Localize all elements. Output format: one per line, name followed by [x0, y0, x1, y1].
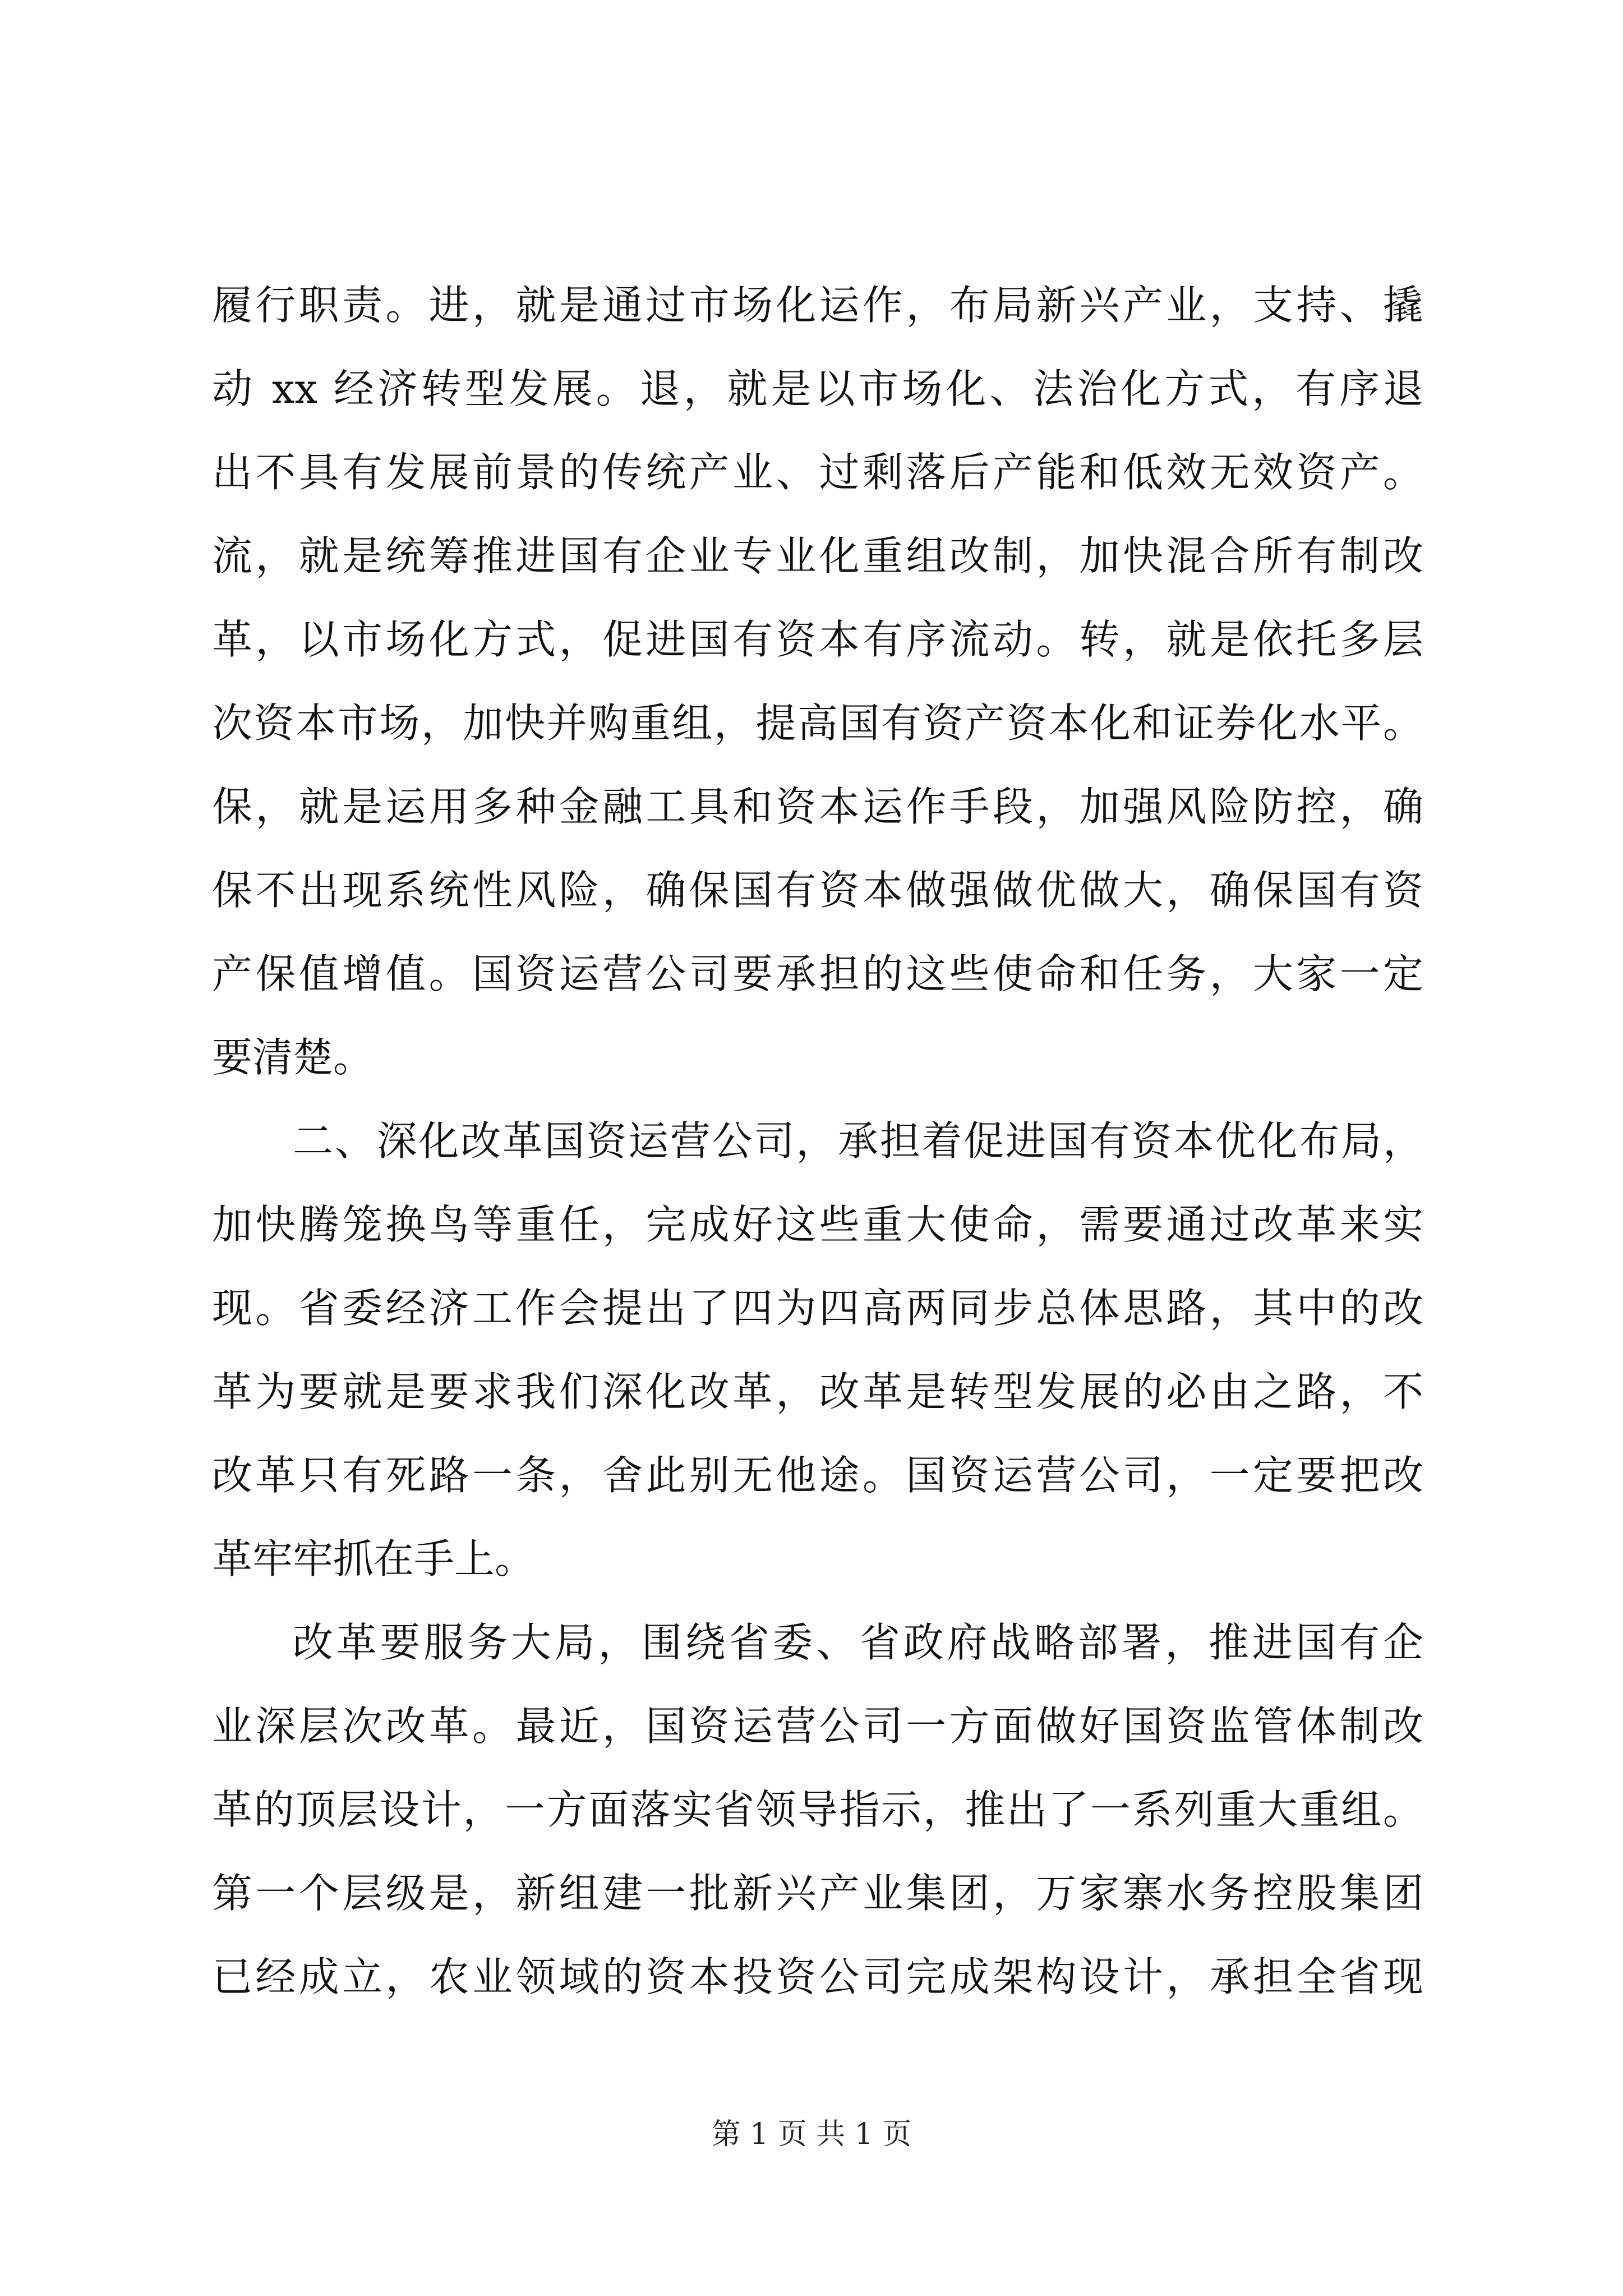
document-body — [212, 264, 1423, 2019]
text-line: 履行职责。进，就是通过市场化运作，布局新兴产业，支持、撬 — [212, 282, 1423, 329]
text-line: 保，就是运用多种金融工具和资本运作手段，加强风险防控，确 — [212, 783, 1423, 830]
text-line: 动 xx 经济转型发展。退，就是以市场化、法治化方式，有序退 — [212, 365, 1423, 412]
text-line: 产保值增值。国资运营公司要承担的这些使命和任务，大家一定 — [212, 950, 1423, 997]
text-line: 革的顶层设计，一方面落实省领导指示，推出了一系列重大重组。 — [212, 1786, 1423, 1833]
text-line: 要清楚。 — [212, 1034, 374, 1081]
text-line: 流，就是统筹推进国有企业专业化重组改制，加快混合所有制改 — [212, 532, 1423, 579]
text-line: 改革只有死路一条，舍此别无他途。国资运营公司，一定要把改 — [212, 1452, 1423, 1499]
paragraph-start-line: 改革要服务大局，围绕省委、省政府战略部署，推进国有企 — [293, 1619, 1423, 1666]
text-line: 业深层次改革。最近，国资运营公司一方面做好国资监管体制改 — [212, 1703, 1423, 1750]
text-line: 第一个层级是，新组建一批新兴产业集团，万家寨水务控股集团 — [212, 1870, 1423, 1917]
text-line: 出不具有发展前景的传统产业、过剩落后产能和低效无效资产。 — [212, 449, 1423, 496]
text-line: 革，以市场化方式，促进国有资本有序流动。转，就是依托多层 — [212, 616, 1423, 663]
page-footer: 第 1 页 共 1 页 — [711, 2118, 912, 2151]
text-line: 已经成立，农业领域的资本投资公司完成架构设计，承担全省现 — [212, 1953, 1423, 2000]
text-line: 加快腾笼换鸟等重任，完成好这些重大使命，需要通过改革来实 — [212, 1201, 1423, 1248]
paragraph-start-line: 二、深化改革国资运营公司，承担着促进国有资本优化布局， — [293, 1117, 1423, 1165]
text-line: 革为要就是要求我们深化改革，改革是转型发展的必由之路，不 — [212, 1368, 1423, 1415]
text-line: 现。省委经济工作会提出了四为四高两同步总体思路，其中的改 — [212, 1285, 1423, 1332]
text-line: 革牢牢抓在手上。 — [212, 1535, 536, 1582]
text-line: 次资本市场，加快并购重组，提高国有资产资本化和证券化水平。 — [212, 700, 1423, 747]
text-line: 保不出现系统性风险，确保国有资本做强做优做大，确保国有资 — [212, 867, 1423, 914]
